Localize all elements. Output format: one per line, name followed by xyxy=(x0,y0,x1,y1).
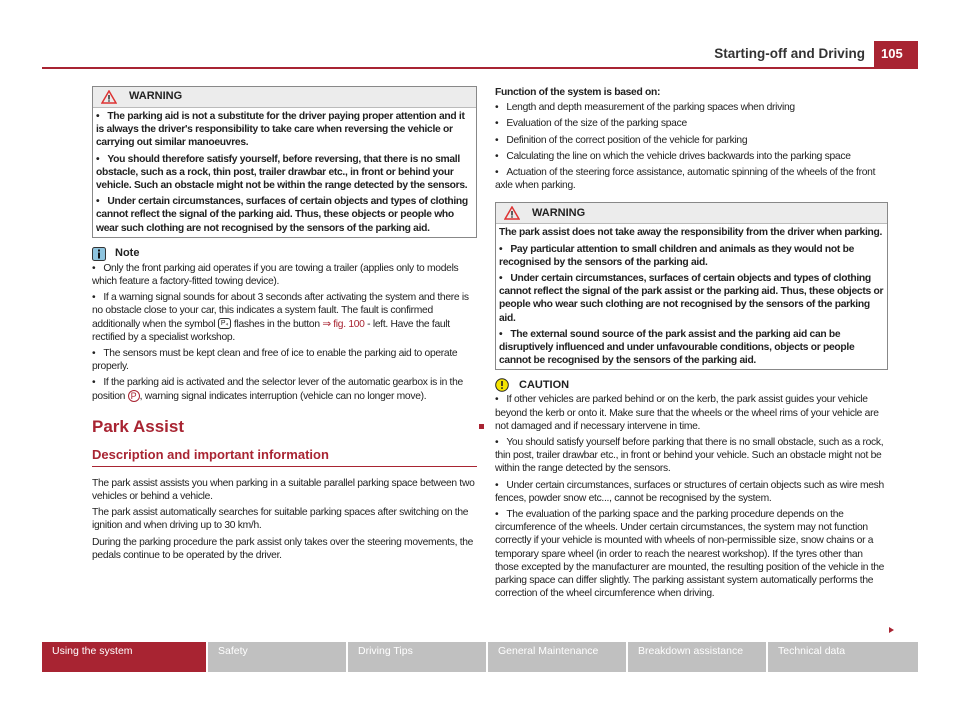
note-item xyxy=(92,291,477,344)
warning-item: • The parking aid is not a substitute for the driver paying proper attention and it is always the driver's responsibility to take care when reversing the vehicle or carrying out similar manoeuvres. xyxy=(96,110,473,150)
warning-box xyxy=(92,86,477,238)
function-item: • Evaluation of the size of the parking space xyxy=(495,117,888,130)
warning-item: • You should therefore satisfy yourself, before reversing, that there is no small obstacle, such as a rock, thin post, trailer drawbar etc., in front or behind your vehicle. Such an obstacle might not be within the range detected by the sensors. xyxy=(96,153,473,193)
continued-arrow-icon xyxy=(889,627,894,633)
tab-technical-data[interactable]: Technical data xyxy=(768,642,918,672)
body-paragraph: The park assist automatically searches for suitable parking spaces after switching on the ignition and when driving up to 30 km/h. xyxy=(92,507,469,532)
warning-item: • Pay particular attention to small children and animals as they would not be recognised by the sensors of the parking aid. xyxy=(499,243,884,269)
note-text: flashes in the button xyxy=(231,318,323,330)
warning-item: • Under certain circumstances, surfaces of certain objects and types of clothing cannot reflect the signal of the parking aid. Thus, these objects or people who wear such clothing are not recognised by the sensors of the parking aid. xyxy=(96,195,473,235)
function-item: • Actuation of the steering force assistance, automatic spinning of the wheels of the front axle when parking. xyxy=(495,166,888,192)
warning-box xyxy=(495,202,888,370)
note-text: If the parking aid is activated and the selector lever of the automatic gearbox is in the position xyxy=(92,377,463,402)
warning-header xyxy=(496,203,887,224)
caution-title: CAUTION xyxy=(519,378,570,391)
warning-lead: The park assist does not take away the responsibility from the driver when parking. xyxy=(499,227,883,239)
park-position-icon: P xyxy=(128,390,140,402)
right-column xyxy=(495,86,888,604)
warning-item: • Under certain circumstances, surfaces of certain objects and types of clothing cannot reflect the signal of the park assist or the parking aid. Thus, these objects or people who wear such clothing are not recognised by the sensors of the parking aid. xyxy=(499,272,884,325)
note-text: , warning signal indicates interruption (vehicle can no longer move). xyxy=(139,390,427,402)
note-item: • Only the front parking aid operates if you are towing a trailer (applies only to models which feature a factory-fitted towing device). xyxy=(92,262,477,288)
note-item: • The sensors must be kept clean and free of ice to enable the parking aid to operate properly. xyxy=(92,347,477,373)
note-text: If a warning signal sounds for about 3 seconds after activating the system and there is no obstacle close to your car, this indicates a system fault. The fault is confirmed additionally when the symbol xyxy=(92,292,469,330)
header-rule xyxy=(42,67,918,69)
section-heading: Park Assist xyxy=(92,416,184,436)
tab-using-the-system[interactable]: Using the system xyxy=(42,642,206,672)
footer-nav xyxy=(42,642,918,672)
tab-breakdown-assistance[interactable]: Breakdown assistance xyxy=(628,642,766,672)
function-item: • Length and depth measurement of the parking spaces when driving xyxy=(495,101,888,114)
body-paragraph: During the parking procedure the park assist only takes over the steering movements, the pedals continue to be operated by the driver. xyxy=(92,536,474,561)
chapter-title: Starting-off and Driving xyxy=(714,46,865,61)
page-number: 105 xyxy=(874,41,918,69)
parking-aid-symbol-icon: P₄ xyxy=(218,318,232,329)
note-title: Note xyxy=(115,247,140,260)
tab-driving-tips[interactable]: Driving Tips xyxy=(348,642,486,672)
function-intro: Function of the system is based on: xyxy=(495,87,661,98)
caution-item: • If other vehicles are parked behind or on the kerb, the park assist guides your vehicle beyond the kerb or onto it. Make sure that the wheels or the wheel rims of your vehicle are not damaged and if necessary intervene in time. xyxy=(495,393,888,433)
warning-item: • The external sound source of the park assist and the parking aid can be disruptively influenced and under unfavourable conditions, objects or people cannot be recognised by the sensors of the parking aid. xyxy=(499,328,884,368)
info-icon xyxy=(92,247,106,261)
left-column xyxy=(64,86,477,565)
note-text: - left. Have the fault rectified by a specialist workshop. xyxy=(92,318,450,343)
caution-icon xyxy=(495,378,509,392)
warning-header xyxy=(93,87,476,108)
warning-triangle-icon xyxy=(101,90,117,104)
caution-header xyxy=(495,378,888,392)
function-item: • Definition of the correct position of the vehicle for parking xyxy=(495,134,888,147)
function-item: • Calculating the line on which the vehicle drives backwards into the parking space xyxy=(495,150,888,163)
section-subheading: Description and important information xyxy=(92,447,477,467)
note-item xyxy=(92,376,477,402)
fig-100-link[interactable]: ⇒ fig. 100 xyxy=(322,318,365,330)
warning-title: WARNING xyxy=(129,90,183,103)
note-header xyxy=(92,247,477,261)
caution-item: • You should satisfy yourself before parking that there is no small obstacle, such as a rock, thin post, trailer drawbar etc., in front or behind your vehicle. Such an obstacle might not be within the range detected by the sensors. xyxy=(495,436,888,476)
body-paragraph: The park assist assists you when parking in a suitable parallel parking space between two vehicles or behind a vehicle. xyxy=(92,477,475,503)
warning-title: WARNING xyxy=(532,206,586,219)
tab-safety[interactable]: Safety xyxy=(208,642,346,672)
tab-general-maintenance[interactable]: General Maintenance xyxy=(488,642,626,672)
section-end-marker xyxy=(479,424,484,429)
warning-triangle-icon xyxy=(504,206,520,220)
caution-item: • The evaluation of the parking space and the parking procedure depends on the circumference of the wheels. Under certain circumstances, the system may not function correctly if your vehicle is mounted with wheels of non-permissible size, snow chains or a temporary spare wheel (in order to reach the nearest workshop). If the tyres other than those excepted by the manufacturer are mounted, the resulting position of the vehicle in the parking space can differ slightly. The parking assistant system automatically performs the correction of the wheel circumference when driving. xyxy=(495,508,888,600)
caution-item: • Under certain circumstances, surfaces or structures of certain objects such as wire mesh fences, powder snow etc..., cannot be recognised by the system. xyxy=(495,479,888,505)
